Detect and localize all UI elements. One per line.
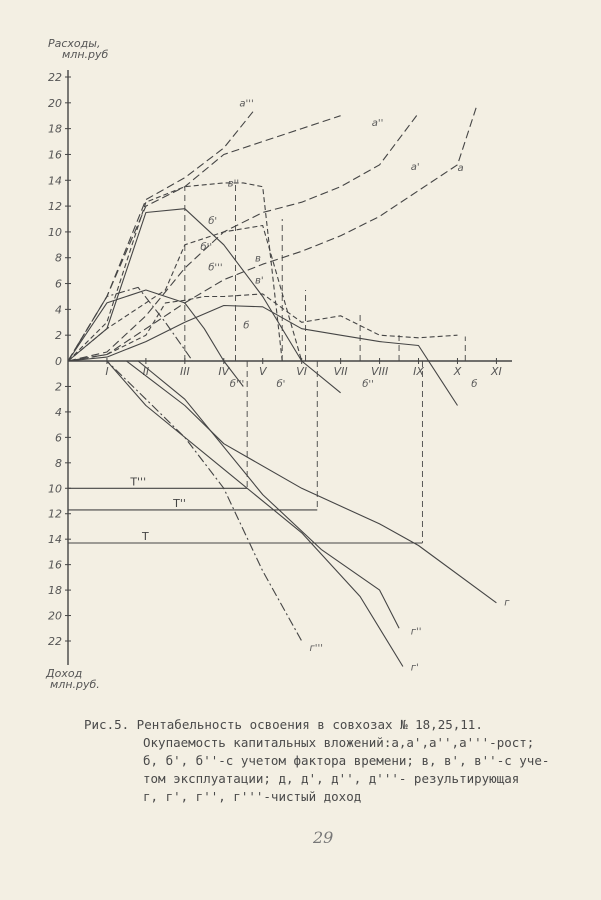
x-axis-mark-label: б''' xyxy=(229,379,245,390)
x-axis-mark-label: б' xyxy=(276,379,286,390)
x-tick-label: I xyxy=(105,365,109,378)
x-tick-label: X xyxy=(453,365,462,378)
y-axis-title-bottom: млн.руб. xyxy=(50,678,100,691)
x-tick-label: XI xyxy=(491,365,502,378)
payback-label: T''' xyxy=(130,475,147,489)
y-tick-label: 12 xyxy=(48,200,62,214)
series-label: в xyxy=(254,253,261,265)
page-number: 29 xyxy=(313,828,334,847)
series-line xyxy=(68,361,399,628)
series-label: в'' xyxy=(227,178,240,190)
y-tick-label: 14 xyxy=(48,533,62,547)
y-tick-label: 12 xyxy=(48,507,62,521)
y-zero-label: 0 xyxy=(55,355,62,368)
series-line xyxy=(68,109,255,361)
y-axis-title-top: Расходы, xyxy=(48,37,101,50)
y-tick-label: 20 xyxy=(48,96,62,110)
series-label: б' xyxy=(208,216,218,228)
y-tick-label: 18 xyxy=(48,122,62,136)
series-label: г' xyxy=(410,662,419,674)
series-label: г xyxy=(504,597,510,609)
y-tick-label: 10 xyxy=(48,482,62,496)
caption-line: Рис.5. Рентабельность освоения в совхозах № 18,25,11. xyxy=(84,717,483,732)
x-tick-label: VI xyxy=(296,365,308,378)
y-tick-label: 22 xyxy=(48,635,62,648)
x-tick-label: IV xyxy=(218,365,230,378)
payback-label: T'' xyxy=(173,496,186,510)
x-tick-label: VII xyxy=(333,365,348,378)
y-tick-label: 14 xyxy=(48,174,62,188)
x-tick-label: III xyxy=(179,365,190,378)
series-label: б'' xyxy=(200,241,213,253)
y-tick-label: 6 xyxy=(55,277,62,291)
series-label: г'' xyxy=(410,626,422,638)
y-tick-label: 10 xyxy=(48,225,62,239)
series-line xyxy=(68,105,477,361)
y-tick-label: 2 xyxy=(55,380,62,394)
series-label: а'' xyxy=(371,118,384,130)
y-tick-label: 22 xyxy=(48,71,62,84)
y-axis-title-top: млн.руб xyxy=(62,48,109,61)
y-tick-label: 4 xyxy=(55,303,62,317)
y-tick-label: 16 xyxy=(48,148,62,162)
series-label: а''' xyxy=(239,98,254,110)
series-label: а xyxy=(457,163,464,175)
y-tick-label: 6 xyxy=(55,431,62,445)
caption-line: б, б', б''-с учетом фактора времени; в, в', в''-с уче- xyxy=(143,753,550,768)
x-tick-label: II xyxy=(142,365,150,378)
caption-line: Окупаемость капитальных вложений:а,а',а'',а'''-рост; xyxy=(143,735,535,750)
y-tick-label: 18 xyxy=(48,584,62,598)
x-tick-label: VIII xyxy=(370,365,389,378)
y-axis-title-bottom: Доход xyxy=(46,667,83,680)
y-tick-label: 20 xyxy=(48,609,62,623)
y-tick-label: 16 xyxy=(48,558,62,572)
series-label: г''' xyxy=(309,643,323,655)
y-tick-label: 8 xyxy=(55,251,62,265)
caption-line: г, г', г'', г'''-чистый доход xyxy=(143,789,362,804)
y-tick-label: 4 xyxy=(55,405,62,419)
x-axis-mark-label: б'' xyxy=(362,379,374,390)
series-label: б xyxy=(243,320,250,332)
figure-caption xyxy=(84,716,554,806)
y-tick-label: 8 xyxy=(55,456,62,470)
series-label: б''' xyxy=(208,262,223,274)
series-label: в' xyxy=(254,275,264,287)
payback-label: T xyxy=(142,530,149,543)
y-tick-label: 2 xyxy=(55,329,62,343)
x-axis-mark-label: б xyxy=(471,379,478,390)
series-label: а' xyxy=(410,161,420,173)
x-tick-label: V xyxy=(258,365,267,378)
series-line xyxy=(68,287,193,361)
caption-line: том эксплуатации; д, д', д'', д'''- результирующая xyxy=(143,771,520,786)
x-tick-label: IX xyxy=(413,365,424,378)
